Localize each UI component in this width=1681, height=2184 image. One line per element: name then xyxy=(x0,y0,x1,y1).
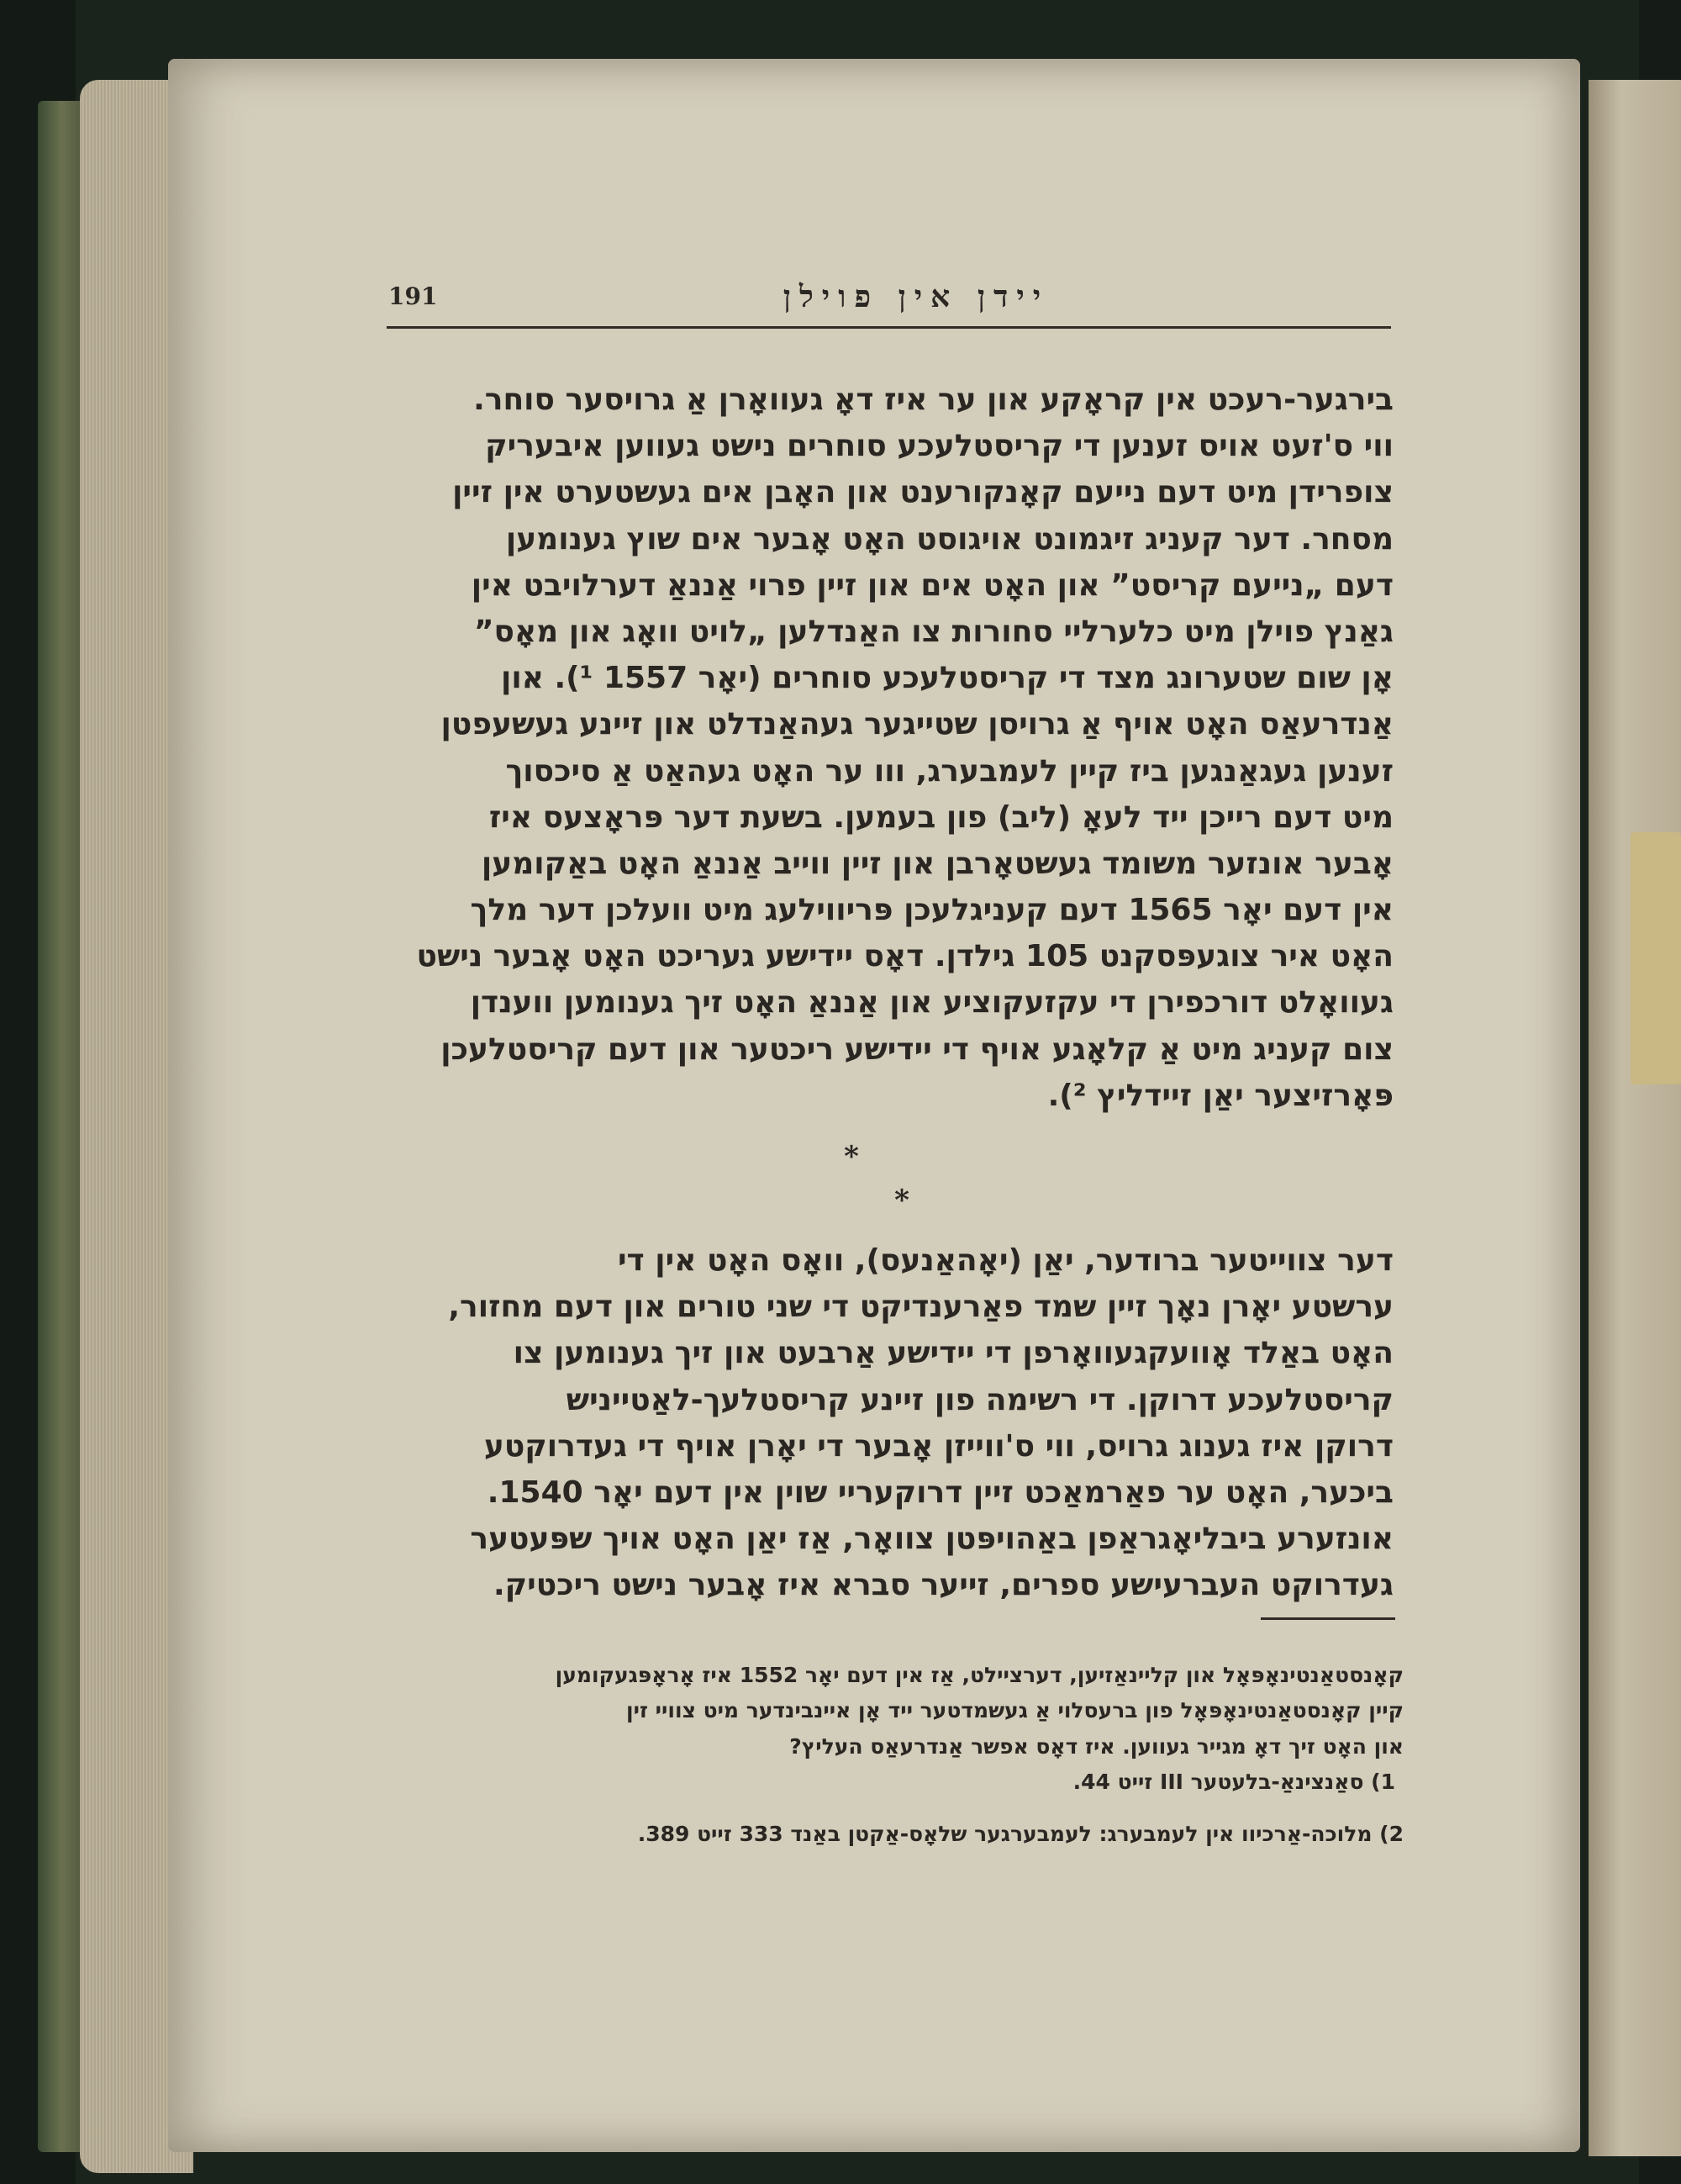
footnote-continuation-line: קיין קאָנסטאַנטינאָפּאָל פון ברעסלוי אַ געשמדטער ייד אָן איינבינדער מיט צוויי זין xyxy=(626,1698,1404,1722)
text-line: מיט דעם רייכן ייד לעאָ (ליב) פון בעמען. בשעת דער פּראָצעס איז xyxy=(488,799,1394,835)
text-line: דרוקן איז גענוג גרויס, ווי ס'ווייזן אָבער די יאָרן אויף די געדרוקטע xyxy=(483,1428,1394,1464)
text-line: אָבער אונזער משומד געשטאָרבן און זיין ווייב אַננאַ האָט באַקומען xyxy=(481,846,1394,881)
text-line: געדרוקט העברעישע ספרים, זייער סברא איז אָבער נישט ריכטיק. xyxy=(493,1568,1394,1603)
text-line: ביכער, האָט ער פאַרמאַכט זיין דרוקעריי שוין אין דעם יאָר 1540. xyxy=(487,1474,1394,1510)
footnote-2: 2) מלוכה-אַרכיוו אין לעמבערג: לעמבערגער שלאָס-אַקטן באַנד 333 זייט 389. xyxy=(637,1822,1404,1846)
text-line: האָט איר צוגעפּסקנט 105 גילדן. דאָס יידישע געריכט האָט אָבער נישט xyxy=(416,939,1394,974)
text-line: אין דעם יאָר 1565 דעם קעניגלעכן פּריווילעג מיט וועלכן דער מלך xyxy=(470,893,1394,928)
text-line: געוואָלט דורכפירן די עקזעקוציע און אַננאַ האָט זיך גענומען ווענדן xyxy=(470,985,1394,1021)
text-line: ערשטע יאָרן נאָך זיין שמד פאַרענדיקט די שני טורים און דעם מחזור, xyxy=(448,1290,1394,1325)
section-asterisk: * xyxy=(844,1140,859,1174)
text-line: דער צווייטער ברודער, יאַן (יאָהאַנעס), וואָס האָט אין די xyxy=(617,1243,1394,1278)
footnote-continuation-line: קאָנסטאַנטינאָפּאָל און קליינאַזיען, דערציילט, אַז אין דעם יאָר 1552 איז אָראָפּגעקומען xyxy=(555,1663,1404,1687)
footnote-continuation-line: און האָט זיך דאָ מגייר געווען. איז דאָס אפשר אַנדרעאַס העליץ? xyxy=(789,1734,1404,1759)
text-line: אַנדרעאַס האָט אויף אַ גרויסן שטייגער געהאַנדלט און זיינע געשעפטן xyxy=(440,707,1394,742)
text-line: זענען געגאַנגען ביז קיין לעמבערג, ווו ער האָט געהאַט אַ סיכסוך xyxy=(505,753,1394,789)
paragraph-yan xyxy=(385,1237,1394,1609)
text-line: צופרידן מיט דעם נייעם קאָנקורענט און האָבן אים געשטערט אין זיין xyxy=(452,475,1394,510)
text-line: אָן שום שטערונג מצד די קריסטלעכע סוחרים (יאָר 1557 ¹). און xyxy=(501,661,1394,696)
text-line: צום קעניג מיט אַ קלאָגע אויף די יידישע ריכטער און דעם קריסטלעכן xyxy=(440,1031,1394,1067)
text-line: האָט באַלד אָוועקגעוואָרפן די יידישע אַרבעט און זיך גענומען צו xyxy=(513,1336,1394,1371)
text-line: בירגער-רעכט אין קראָקע און ער איז דאָ געוואָרן אַ גרויסער סוחר. xyxy=(473,382,1394,417)
text-line: גאַנץ פוילן מיט כלערליי סחורות צו האַנדלען „לויט וואָג און מאָס” xyxy=(473,614,1394,649)
footnote-rule xyxy=(1261,1617,1395,1620)
header-rule xyxy=(387,326,1391,329)
text-line: קריסטלעכע דרוקן. די רשימה פון זיינע קריסטלעך-לאַטייניש xyxy=(566,1382,1394,1417)
text-line: ווי ס'זעט אויס זענען די קריסטלעכע סוחרים נישט געווען איבעריק xyxy=(485,429,1394,464)
section-asterisk: * xyxy=(894,1184,909,1217)
page-number: 191 xyxy=(388,282,438,310)
running-title: יידן אין פוילן xyxy=(783,279,1050,314)
text-line: דעם „נייעם קריסט” און האָט אים און זיין פרוי אַננאַ דערלויבט אין xyxy=(471,567,1394,603)
paragraph-andreas xyxy=(385,377,1394,1119)
text-line: פּאָרזיצער יאַן זיידליץ ²). xyxy=(1047,1078,1394,1113)
text-line: אונזערע ביבליאָגראַפן באַהויפּטן צוואָר, אַז יאַן האָט אויך שפּעטער xyxy=(470,1522,1394,1557)
footnote-1: 1) סאַנצינאַ-בלעטער III זייט 44. xyxy=(1072,1770,1395,1794)
text-line: מסחר. דער קעניג זיגמונט אויגוסט האָט אָבער אים שוץ גענומען xyxy=(505,521,1394,557)
